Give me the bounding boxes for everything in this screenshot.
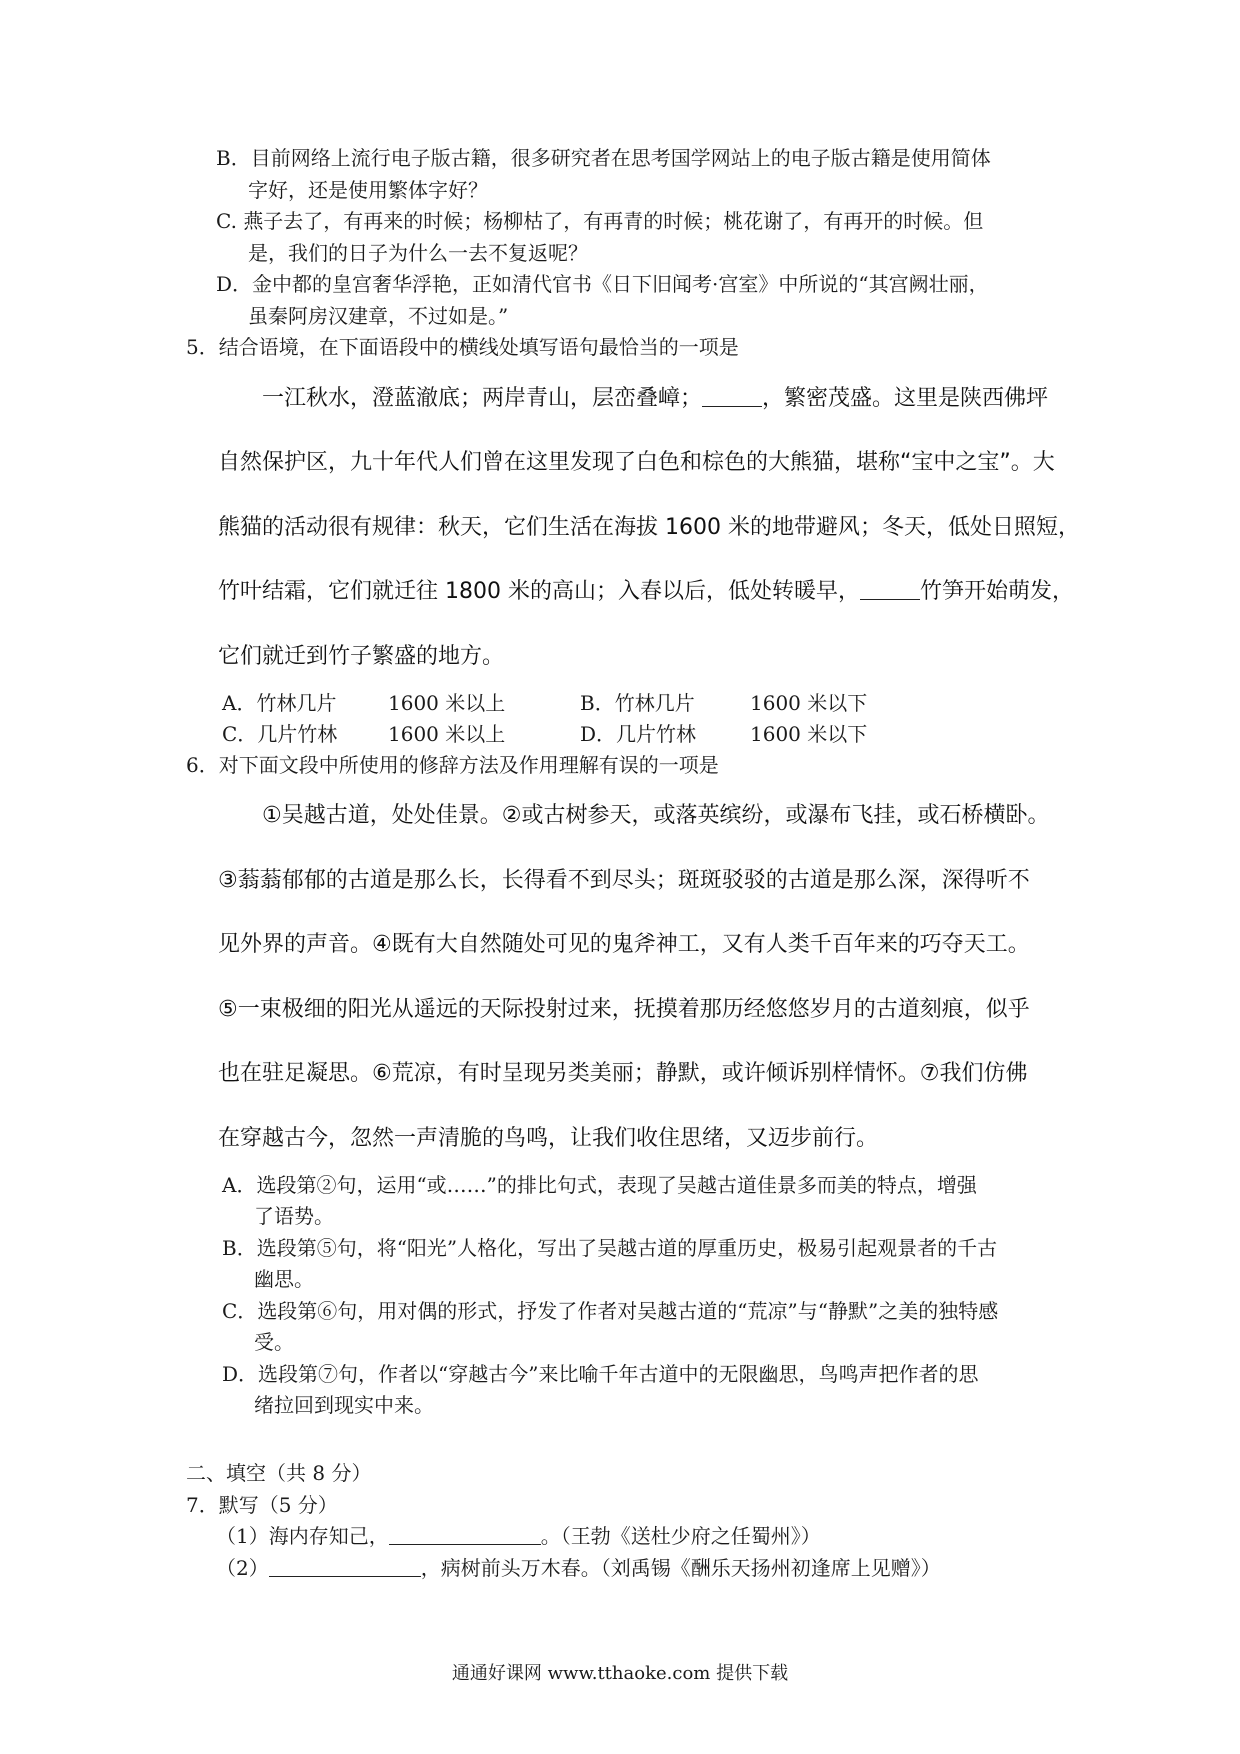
q4-option-c-line1: C. 燕子去了，有再来的时候；杨柳枯了，有再青的时候；桃花谢了，有再开的时候。但 bbox=[216, 209, 984, 233]
q6-stem: 6．对下面文段中所使用的修辞方法及作用理解有误的一项是 bbox=[186, 753, 719, 777]
fill-blank bbox=[860, 579, 920, 600]
q6-option-a-line2: 了语势。 bbox=[254, 1204, 334, 1228]
q4-option-d-line1: D．金中都的皇宫奢华浮艳，正如清代官书《日下旧闻考·宫室》中所说的“其宫阙壮丽， bbox=[216, 272, 989, 296]
q5-option-c-value: 1600 米以上 bbox=[388, 722, 506, 746]
q5-option-a: A．竹林几片 bbox=[222, 691, 337, 715]
q4-option-c-line2: 是，我们的日子为什么一去不复返呢？ bbox=[248, 241, 588, 265]
q5-option-a-value: 1600 米以上 bbox=[388, 691, 506, 715]
q4-option-b-line2: 字好，还是使用繁体字好？ bbox=[248, 178, 488, 202]
q4-option-b-line1: B．目前网络上流行电子版古籍，很多研究者在思考国学网站上的电子版古籍是使用简体 bbox=[216, 146, 991, 170]
q5-passage-line3: 熊猫的活动很有规律：秋天，它们生活在海拔 1600 米的地带避风；冬天，低处日照短， bbox=[218, 515, 1080, 540]
q6-option-d-line1: D．选段第⑦句，作者以“穿越古今”来比喻千年古道中的无限幽思，鸟鸣声把作者的思 bbox=[222, 1362, 979, 1386]
q5-option-d: D．几片竹林 bbox=[580, 722, 697, 746]
q5-stem: 5．结合语境，在下面语段中的横线处填写语句最恰当的一项是 bbox=[186, 335, 739, 359]
page-footer: 通通好课网 www.tthaoke.com 提供下载 bbox=[451, 1663, 789, 1684]
q6-option-d-line2: 绪拉回到现实中来。 bbox=[254, 1393, 434, 1417]
q5-passage-line2: 自然保护区，九十年代人们曾在这里发现了白色和棕色的大熊猫，堪称“宝中之宝”。大 bbox=[218, 450, 1055, 475]
q5-option-c: C．几片竹林 bbox=[222, 722, 338, 746]
q7-item-2: （2） ，病树前头万木春。（刘禹锡《酬乐天扬州初逢席上见赠》） bbox=[216, 1556, 941, 1580]
q6-option-b-line1: B．选段第⑤句，将“阳光”人格化，写出了吴越古道的厚重历史，极易引起观景者的千古 bbox=[222, 1236, 998, 1260]
q6-passage-line5: 也在驻足凝思。⑥荒凉，有时呈现另类美丽；静默，或许倾诉别样情怀。⑦我们仿佛 bbox=[218, 1061, 1028, 1086]
q4-option-d-line2: 虽秦阿房汉建章，不过如是。” bbox=[248, 304, 509, 328]
option-label: C. bbox=[216, 209, 237, 233]
q5-passage-line4: 竹叶结霜，它们就迁往 1800 米的高山；入春以后，低处转暖早， 竹笋开始萌发， bbox=[218, 579, 1074, 604]
q6-passage-line1: ①吴越古道，处处佳景。②或古树参天，或落英缤纷，或瀑布飞挂，或石桥横卧。 bbox=[262, 803, 1050, 828]
q5-option-b: B．竹林几片 bbox=[580, 691, 695, 715]
fill-blank bbox=[389, 1524, 541, 1545]
q6-passage-line3: 见外界的声音。④既有大自然随处可见的鬼斧神工，又有人类千百年来的巧夺天工。 bbox=[218, 932, 1030, 957]
q6-option-b-line2: 幽思。 bbox=[254, 1267, 314, 1291]
option-label: B． bbox=[216, 146, 251, 170]
q6-passage-line4: ⑤一束极细的阳光从遥远的天际投射过来，抚摸着那历经悠悠岁月的古道刻痕，似乎 bbox=[218, 997, 1030, 1022]
q6-option-c-line2: 受。 bbox=[254, 1330, 294, 1354]
q6-option-c-line1: C．选段第⑥句，用对偶的形式，抒发了作者对吴越古道的“荒凉”与“静默”之美的独特感 bbox=[222, 1299, 999, 1323]
q5-option-b-value: 1600 米以下 bbox=[750, 691, 868, 715]
q7-item-1: （1）海内存知己， 。（王勃《送杜少府之任蜀州》） bbox=[216, 1524, 821, 1548]
q6-passage-line6: 在穿越古今，忽然一声清脆的鸟鸣，让我们收住思绪，又迈步前行。 bbox=[218, 1126, 879, 1151]
q5-option-d-value: 1600 米以下 bbox=[750, 722, 868, 746]
q6-option-a-line1: A．选段第②句，运用“或……”的排比句式，表现了吴越古道佳景多而美的特点，增强 bbox=[222, 1173, 977, 1197]
section-heading: 二、填空（共 8 分） bbox=[186, 1461, 372, 1485]
fill-blank bbox=[702, 386, 762, 407]
q6-passage-line2: ③蓊蓊郁郁的古道是那么长，长得看不到尽头；斑斑驳驳的古道是那么深，深得听不 bbox=[218, 868, 1030, 893]
q5-passage-line1: 一江秋水，澄蓝澈底；两岸青山，层峦叠嶂； ，繁密茂盛。这里是陕西佛坪 bbox=[262, 386, 1049, 411]
option-label: D． bbox=[216, 272, 253, 296]
q7-stem: 7．默写（5 分） bbox=[186, 1493, 338, 1517]
q5-passage-line5: 它们就迁到竹子繁盛的地方。 bbox=[218, 644, 505, 669]
fill-blank bbox=[269, 1556, 421, 1577]
